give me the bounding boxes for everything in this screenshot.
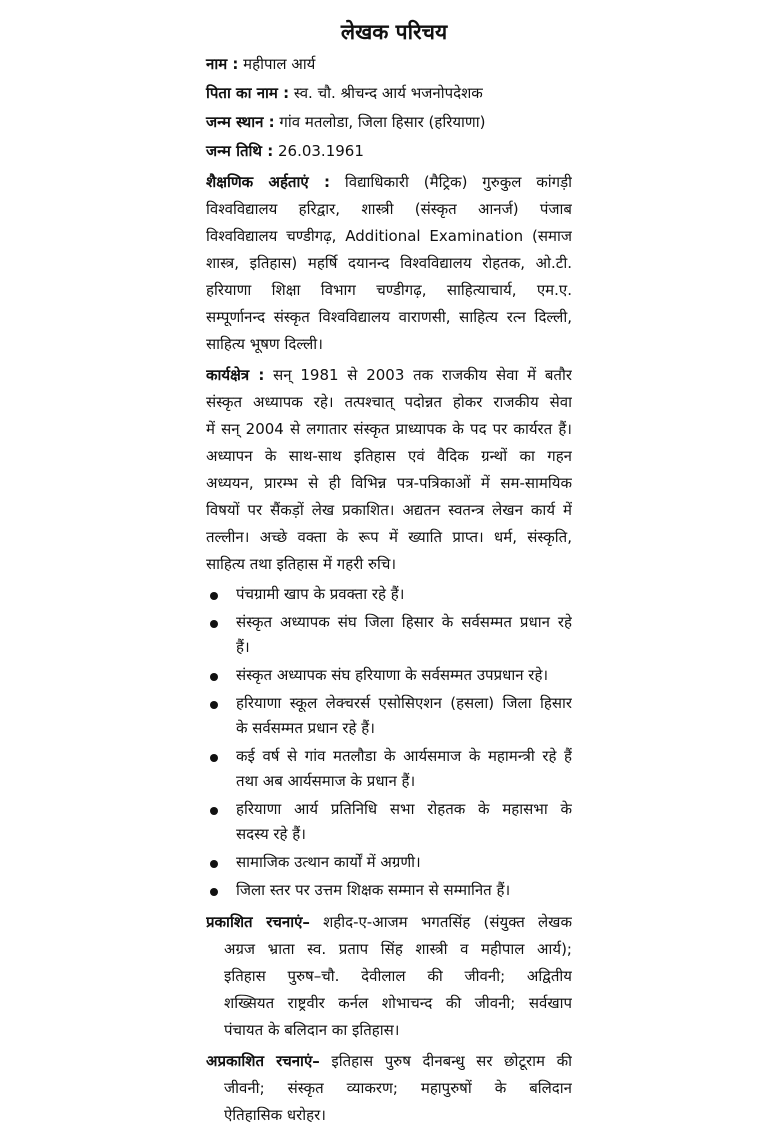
line-text: ऐतिहासिक धरोहर। xyxy=(224,1106,326,1124)
paragraph-line xyxy=(206,304,572,331)
line-text: सन् 1981 से 2003 तक राजकीय सेवा में बतौर xyxy=(273,366,572,384)
paragraph-line xyxy=(206,1017,572,1044)
paragraph-line xyxy=(206,909,572,936)
list-item xyxy=(206,582,572,607)
list-item-text: पंचग्रामी खाप के प्रवक्ता रहे हैं। xyxy=(236,585,405,603)
list-item-text: के सर्वसम्मत प्रधान रहे हैं। xyxy=(236,719,375,737)
info-label: जन्म तिथि : xyxy=(206,142,274,160)
paragraph-line xyxy=(206,990,572,1017)
paragraph-line xyxy=(206,169,572,196)
unpublished-works-section xyxy=(206,1048,572,1129)
bullet-icon xyxy=(210,701,218,709)
line-text: शास्त्र, इतिहास) महर्षि दयानन्द विश्वविद्यालय रोहतक, ओ.टी. xyxy=(206,254,572,272)
list-item xyxy=(206,878,572,903)
achievements-list xyxy=(206,582,572,903)
info-row xyxy=(206,50,572,79)
paragraph-line xyxy=(206,1048,572,1075)
paragraph-line xyxy=(206,443,572,470)
line-text: विषयों पर सैंकड़ों लेख प्रकाशित। अद्यतन स्वतन्त्र लेखन कार्य में xyxy=(206,501,572,519)
list-item-text: संस्कृत अध्यापक संघ जिला हिसार के सर्वसम्मत प्रधान रहे xyxy=(236,613,572,631)
paragraph-line xyxy=(206,551,572,578)
list-item xyxy=(206,850,572,875)
list-item-text: जिला स्तर पर उत्तम शिक्षक सम्मान से सम्मानित हैं। xyxy=(236,881,511,899)
education-section xyxy=(206,169,572,358)
line-text: तल्लीन। अच्छे वक्ता के रूप में ख्याति प्राप्त। धर्म, संस्कृति, xyxy=(206,528,572,546)
paragraph-line xyxy=(206,277,572,304)
paragraph-line xyxy=(206,389,572,416)
line-text: में सन् 2004 से लगातार संस्कृत प्राध्यापक के पद पर कार्यरत हैं। xyxy=(206,420,572,438)
paragraph-line xyxy=(206,196,572,223)
bullet-icon xyxy=(210,754,218,762)
info-label: नाम : xyxy=(206,55,239,73)
bullet-icon xyxy=(210,807,218,815)
line-text: इतिहास पुरुष दीनबन्धु सर छोटूराम की xyxy=(331,1052,572,1070)
list-item-text: सामाजिक उत्थान कार्यों में अग्रणी। xyxy=(236,853,421,871)
info-value: गांव मतलोडा, जिला हिसार (हरियाणा) xyxy=(274,113,486,131)
line-text: विद्याधिकारी (मैट्रिक) गुरुकुल कांगड़ी xyxy=(344,173,572,191)
paragraph-line xyxy=(206,416,572,443)
line-text: अग्रज भ्राता स्व. प्रताप सिंह शास्त्री व महीपाल आर्य); xyxy=(224,940,572,958)
section-label: प्रकाशित रचनाएं– xyxy=(206,913,310,931)
line-text: विश्वविद्यालय चण्डीगढ़, Additional Examination (समाज xyxy=(206,227,572,245)
list-item-text: कई वर्ष से गांव मतलौडा के आर्यसमाज के महामन्त्री रहे हैं xyxy=(236,747,572,765)
list-item-text: हरियाणा आर्य प्रतिनिधि सभा रोहतक के महासभा के xyxy=(236,800,572,818)
info-value: महीपाल आर्य xyxy=(238,55,316,73)
bullet-icon xyxy=(210,620,218,628)
list-item xyxy=(206,610,572,660)
published-works-section xyxy=(206,909,572,1044)
paragraph-line xyxy=(206,1102,572,1129)
info-label: पिता का नाम : xyxy=(206,84,290,102)
line-text: हरियाणा शिक्षा विभाग चण्डीगढ़, साहित्याचार्य, एम.ए. xyxy=(206,281,572,299)
list-item-text: हरियाणा स्कूल लेक्चरर्स एसोसिएशन (हसला) जिला हिसार xyxy=(236,694,572,712)
paragraph-line xyxy=(206,223,572,250)
line-text: जीवनी; संस्कृत व्याकरण; महापुरुषों के बलिदान xyxy=(224,1079,572,1097)
line-text: इतिहास पुरुष–चौ. देवीलाल की जीवनी; अद्वितीय xyxy=(224,967,572,985)
info-row xyxy=(206,137,572,166)
paragraph-line xyxy=(206,331,572,358)
list-item xyxy=(206,691,572,741)
page-title: लेखक परिचय xyxy=(340,20,448,44)
bullet-icon xyxy=(210,592,218,600)
info-row xyxy=(206,108,572,137)
info-label: जन्म स्थान : xyxy=(206,113,275,131)
paragraph-line xyxy=(206,524,572,551)
line-text: अध्यापन के साथ-साथ इतिहास एवं वैदिक ग्रन्थों का गहन xyxy=(206,447,572,465)
section-label: शैक्षणिक अर्हताएं : xyxy=(206,173,330,191)
line-text: साहित्य तथा इतिहास में गहरी रुचि। xyxy=(206,555,397,573)
list-item-text: सदस्य रहे हैं। xyxy=(236,825,306,843)
list-item xyxy=(206,744,572,794)
line-text: पंचायत के बलिदान का इतिहास। xyxy=(224,1021,400,1039)
info-value: 26.03.1961 xyxy=(273,142,364,160)
paragraph-line xyxy=(206,362,572,389)
line-text: शहीद-ए-आजम भगतसिंह (संयुक्त लेखक xyxy=(323,913,572,931)
basic-info xyxy=(206,50,572,166)
paragraph-line xyxy=(206,497,572,524)
paragraph-line xyxy=(206,936,572,963)
section-label: कार्यक्षेत्र : xyxy=(206,366,265,384)
paragraph-line xyxy=(206,250,572,277)
paragraph-line xyxy=(206,470,572,497)
line-text: शख्सियत राष्ट्रवीर कर्नल शोभाचन्द की जीवनी; सर्वखाप xyxy=(224,994,572,1012)
line-text: साहित्य भूषण दिल्ली। xyxy=(206,335,323,353)
line-text: सम्पूर्णानन्द संस्कृत विश्वविद्यालय वाराणसी, साहित्य रत्न दिल्ली, xyxy=(206,308,572,326)
list-item-text: तथा अब आर्यसमाज के प्रधान हैं। xyxy=(236,772,416,790)
bullet-icon xyxy=(210,860,218,868)
line-text: अध्ययन, प्रारम्भ से ही विभिन्न पत्र-पत्रिकाओं में सम-सामयिक xyxy=(206,474,572,492)
list-item-text: संस्कृत अध्यापक संघ हरियाणा के सर्वसम्मत उपप्रधान रहे। xyxy=(236,666,549,684)
bullet-icon xyxy=(210,888,218,896)
paragraph-line xyxy=(206,1075,572,1102)
line-text: संस्कृत अध्यापक रहे। तत्पश्चात् पदोन्नत होकर राजकीय सेवा xyxy=(206,393,572,411)
list-item xyxy=(206,663,572,688)
line-text: विश्वविद्यालय हरिद्वार, शास्त्री (संस्कृत आनर्ज) पंजाब xyxy=(206,200,572,218)
section-label: अप्रकाशित रचनाएं– xyxy=(206,1052,320,1070)
list-item xyxy=(206,797,572,847)
work-section xyxy=(206,362,572,578)
bullet-icon xyxy=(210,673,218,681)
info-value: स्व. चौ. श्रीचन्द आर्य भजनोपदेशक xyxy=(289,84,483,102)
paragraph-line xyxy=(206,963,572,990)
list-item-text: हैं। xyxy=(236,638,250,656)
author-intro-page xyxy=(206,14,572,1133)
info-row xyxy=(206,79,572,108)
